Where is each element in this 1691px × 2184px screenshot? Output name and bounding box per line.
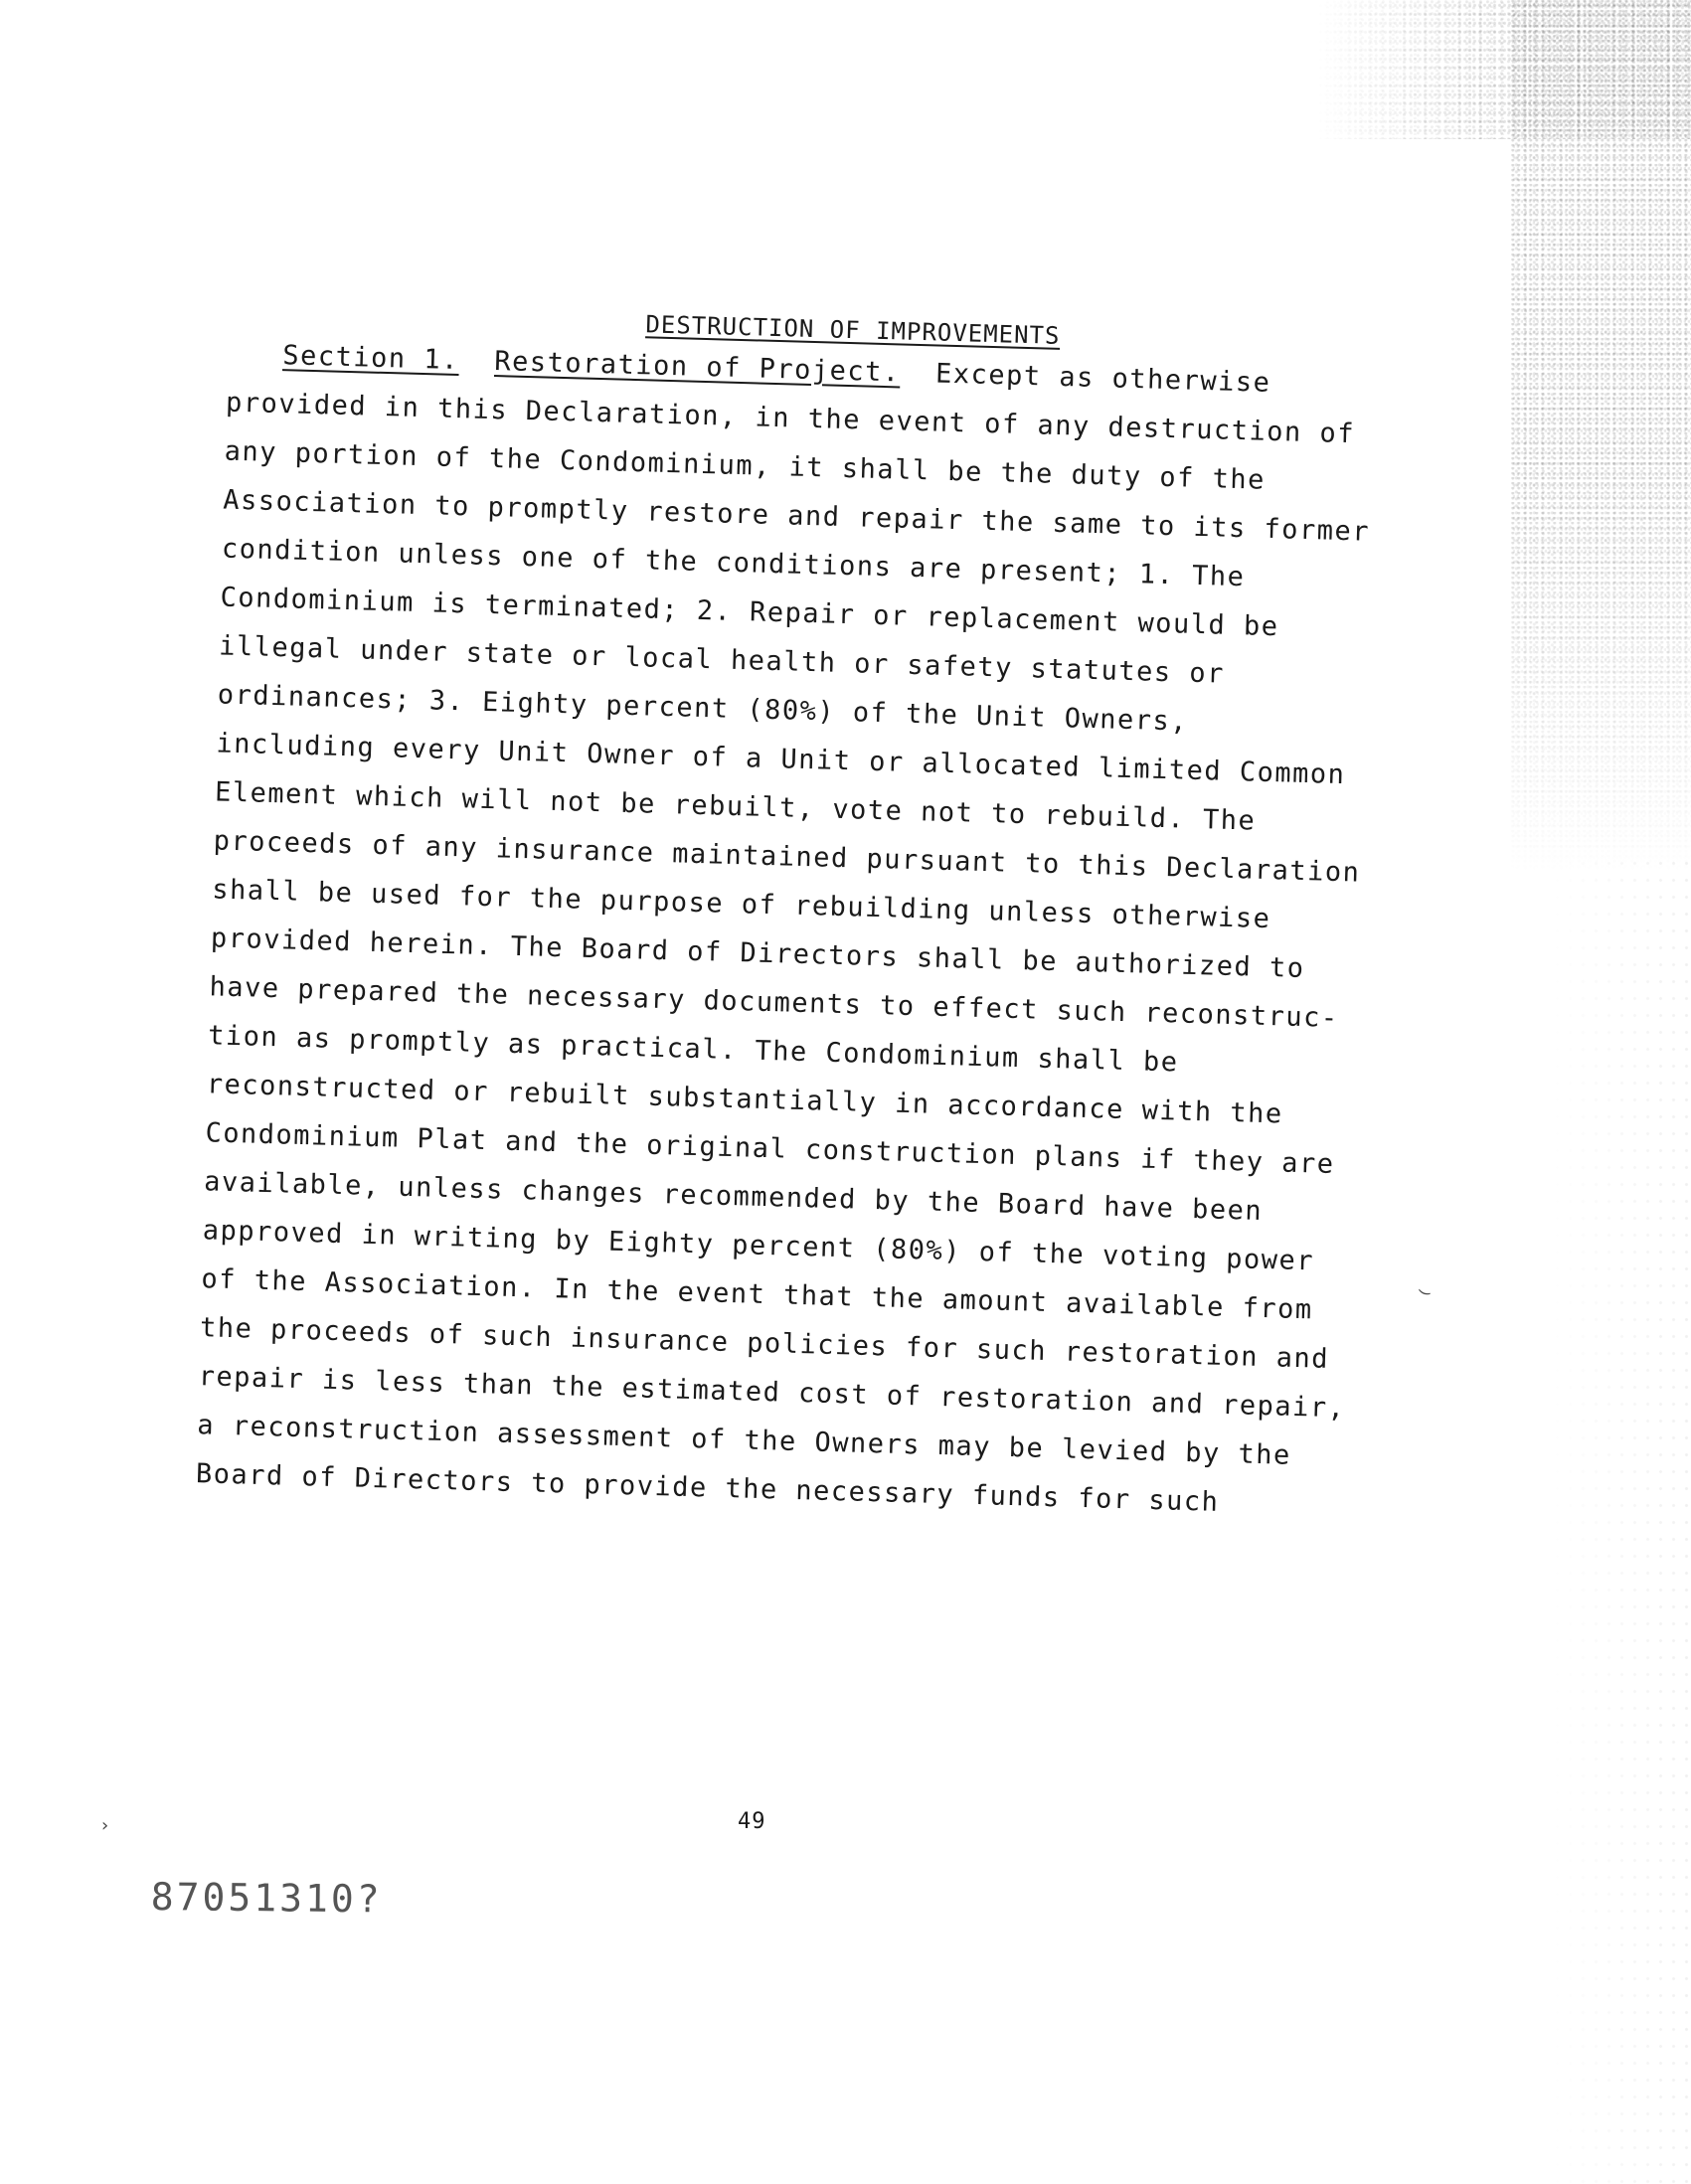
scan-artifact: ‿ (1418, 1272, 1437, 1297)
body-line: any portion of the Condominium, it shall be the duty of the (224, 435, 1267, 496)
body-line: tion as promptly as practical. The Condominium shall be (207, 1020, 1179, 1079)
body-line: a reconstruction assessment of the Owners may be levied by the (196, 1410, 1292, 1471)
body-line: including every Unit Owner of a Unit or allocated limited Common (216, 728, 1346, 791)
body-line: proceeds of any insurance maintained pursuant to this Declaration (213, 825, 1361, 889)
section-first-line-text: Except as otherwise (934, 358, 1271, 399)
document-body (195, 298, 1500, 1518)
body-line: Element which will not be rebuilt, vote not to rebuild. The (214, 776, 1257, 837)
scan-noise-right-edge (1511, 0, 1691, 875)
section-title: Restoration of Project. (493, 346, 902, 389)
body-line: of the Association. In the event that the amount available from (201, 1263, 1314, 1326)
body-line: Board of Directors to provide the necessary funds for such (195, 1458, 1220, 1518)
page-title: DESTRUCTION OF IMPROVEMENTS (645, 310, 1061, 350)
body-line: condition unless one of the conditions are present; 1. The (221, 533, 1246, 593)
document-number: 87051310? (150, 1875, 383, 1922)
body-line: the proceeds of such insurance policies for such restoration and (199, 1312, 1330, 1375)
scan-noise-top (1312, 0, 1691, 139)
body-line: ordinances; 3. Eighty percent (80%) of the Unit Owners, (217, 679, 1189, 738)
scan-artifact: › (99, 1815, 110, 1836)
body-line: Condominium Plat and the original construction plans if they are (205, 1117, 1335, 1180)
body-line: provided herein. The Board of Directors shall be authorized to (210, 923, 1305, 985)
body-line: repair is less than the estimated cost of restoration and repair, (198, 1361, 1346, 1425)
body-line: have prepared the necessary documents to effect such reconstruc- (209, 971, 1339, 1035)
section-heading-line (282, 340, 1271, 399)
body-line: Association to promptly restore and repair the same to its former (222, 484, 1371, 548)
page-number: 49 (738, 1809, 766, 1834)
section-label: Section 1. (281, 340, 460, 377)
body-line: provided in this Declaration, in the event of any destruction of (225, 387, 1356, 450)
scan-noise-right-edge-faint (1551, 855, 1691, 2184)
body-line: illegal under state or local health or safety statutes or (218, 630, 1226, 690)
body-line: reconstructed or rebuilt substantially in accordance with the (206, 1069, 1284, 1130)
body-line: available, unless changes recommended by the Board have been (203, 1166, 1264, 1227)
body-line: Condominium is terminated; 2. Repair or replacement would be (220, 582, 1279, 643)
body-line: shall be used for the purpose of rebuilding unless otherwise (211, 874, 1271, 935)
body-line: approved in writing by Eighty percent (80%) of the voting power (202, 1215, 1315, 1277)
